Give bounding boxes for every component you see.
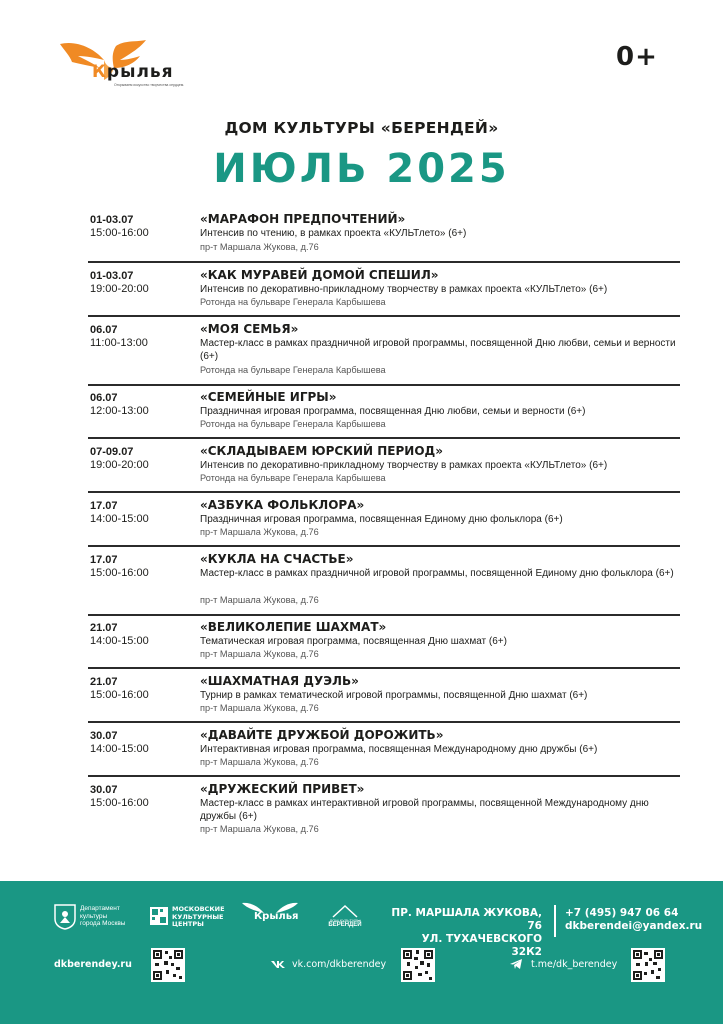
event-item bbox=[88, 440, 680, 494]
event-place: пр-т Маршала Жукова, д.76 bbox=[200, 703, 319, 713]
event-description: Интенсив по декоративно-прикладному творчеству в рамках проекта «КУЛЬТлето» (6+) bbox=[200, 284, 608, 295]
event-date: 06.07 bbox=[90, 392, 118, 404]
event-time: 15:00-16:00 bbox=[90, 797, 149, 809]
event-place: Ротонда на бульваре Генерала Карбышева bbox=[200, 419, 386, 429]
divider bbox=[88, 315, 680, 317]
event-item bbox=[88, 494, 680, 548]
event-item bbox=[88, 670, 680, 724]
divider bbox=[88, 437, 680, 439]
event-description: Мастер-класс в рамках интерактивной игровой программы, посвященной Международному дню дружбы (6+) bbox=[200, 798, 649, 822]
event-time: 11:00-13:00 bbox=[90, 337, 148, 349]
footer bbox=[0, 881, 723, 1024]
event-title: «АЗБУКА ФОЛЬКЛОРА» bbox=[200, 498, 365, 512]
event-date: 30.07 bbox=[90, 730, 118, 742]
event-title: «ДРУЖЕСКИЙ ПРИВЕТ» bbox=[200, 782, 365, 796]
divider bbox=[88, 261, 680, 263]
event-description: Интенсив по декоративно-прикладному творчеству в рамках проекта «КУЛЬТлето» (6+) bbox=[200, 460, 608, 471]
moscow-coat-of-arms-icon bbox=[54, 904, 76, 930]
event-date: 21.07 bbox=[90, 622, 118, 634]
divider bbox=[554, 905, 556, 937]
event-item bbox=[88, 724, 680, 778]
event-place: пр-т Маршала Жукова, д.76 bbox=[200, 527, 319, 537]
site-link[interactable]: dkberendey.ru bbox=[54, 959, 132, 970]
event-item bbox=[88, 616, 680, 670]
event-time: 12:00-13:00 bbox=[90, 405, 149, 417]
event-title: «ВЕЛИКОЛЕПИЕ ШАХМАТ» bbox=[200, 620, 387, 634]
dk-footer-logo: ДОМ КУЛЬТУРЫ БЕРЕНДЕЙ bbox=[328, 918, 362, 928]
event-item bbox=[88, 548, 680, 616]
department-label: Департамент культуры города Москвы bbox=[80, 905, 126, 927]
address-block: ПР. МАРШАЛА ЖУКОВА, 76 УЛ. ТУХАЧЕВСКОГО 32К2 bbox=[391, 907, 542, 958]
mkc-label: МОСКОВСКИЕ КУЛЬТУРНЫЕ ЦЕНТРЫ bbox=[172, 905, 225, 928]
divider bbox=[88, 667, 680, 669]
event-place: пр-т Маршала Жукова, д.76 bbox=[200, 824, 319, 834]
event-description: Интенсив по чтению, в рамках проекта «КУЛЬТлето» (6+) bbox=[200, 228, 467, 239]
event-time: 19:00-20:00 bbox=[90, 459, 149, 471]
event-date: 30.07 bbox=[90, 784, 118, 796]
vk-icon bbox=[271, 960, 285, 969]
telegram-link[interactable]: t.me/dk_berendey bbox=[531, 959, 618, 970]
telegram-icon bbox=[510, 959, 523, 970]
logo-wordmark: Крылья bbox=[92, 62, 174, 82]
event-item bbox=[88, 318, 680, 386]
vk-link[interactable]: vk.com/dkberendey bbox=[292, 959, 387, 970]
event-description: Мастер-класс в рамках праздничной игровой программы, посвященной Дню любви, семьи и верности (6+) bbox=[200, 338, 676, 362]
divider bbox=[88, 721, 680, 723]
qr-code-icon bbox=[151, 948, 185, 982]
event-item bbox=[88, 264, 680, 318]
krylya-footer-wordmark: Крылья bbox=[254, 911, 299, 922]
event-place: пр-т Маршала Жукова, д.76 bbox=[200, 649, 319, 659]
event-date: 06.07 bbox=[90, 324, 118, 336]
divider bbox=[88, 491, 680, 493]
event-title: «МАРАФОН ПРЕДПОЧТЕНИЙ» bbox=[200, 212, 406, 226]
event-date: 17.07 bbox=[90, 500, 118, 512]
event-date: 01-03.07 bbox=[90, 270, 134, 282]
event-title: «МОЯ СЕМЬЯ» bbox=[200, 322, 299, 336]
event-description: Интерактивная игровая программа, посвященная Международному дню дружбы (6+) bbox=[200, 744, 598, 755]
event-place: Ротонда на бульваре Генерала Карбышева bbox=[200, 365, 386, 375]
event-description: Праздничная игровая программа, посвященная Дню любви, семьи и верности (6+) bbox=[200, 406, 586, 417]
logo-tagline: Открываем искусство творчества сердцем. bbox=[114, 83, 185, 87]
event-place: Ротонда на бульваре Генерала Карбышева bbox=[200, 297, 386, 307]
event-time: 15:00-16:00 bbox=[90, 567, 149, 579]
event-description: Мастер-класс в рамках праздничной игровой программы, посвященной Единому дню фольклора (6+) bbox=[200, 568, 674, 579]
qr-code-icon bbox=[631, 948, 665, 982]
event-date: 07-09.07 bbox=[90, 446, 134, 458]
event-time: 14:00-15:00 bbox=[90, 513, 149, 525]
organization-title: ДОМ КУЛЬТУРЫ «БЕРЕНДЕЙ» bbox=[224, 119, 499, 137]
event-description: Праздничная игровая программа, посвященная Единому дню фольклора (6+) bbox=[200, 514, 563, 525]
contacts-block bbox=[565, 907, 702, 933]
month-title: ИЮЛЬ 2025 bbox=[213, 146, 510, 192]
event-item bbox=[88, 208, 680, 264]
event-place: пр-т Маршала Жукова, д.76 bbox=[200, 595, 319, 605]
event-title: «КАК МУРАВЕЙ ДОМОЙ СПЕШИЛ» bbox=[200, 268, 439, 282]
event-item bbox=[88, 386, 680, 440]
event-place: Ротонда на бульваре Генерала Карбышева bbox=[200, 473, 386, 483]
event-date: 17.07 bbox=[90, 554, 118, 566]
event-title: «СЕМЕЙНЫЕ ИГРЫ» bbox=[200, 390, 337, 404]
event-title: «ШАХМАТНАЯ ДУЭЛЬ» bbox=[200, 674, 359, 688]
event-title: «ДАВАЙТЕ ДРУЖБОЙ ДОРОЖИТЬ» bbox=[200, 728, 444, 742]
phone[interactable]: +7 (495) 947 06 64 bbox=[565, 907, 679, 919]
qr-code-icon bbox=[401, 948, 435, 982]
event-title: «КУКЛА НА СЧАСТЬЕ» bbox=[200, 552, 354, 566]
house-icon bbox=[331, 904, 359, 918]
event-place: пр-т Маршала Жукова, д.76 bbox=[200, 757, 319, 767]
age-rating: 0+ bbox=[616, 42, 658, 72]
event-place: пр-т Маршала Жукова, д.76 bbox=[200, 242, 319, 252]
divider bbox=[88, 775, 680, 777]
event-time: 19:00-20:00 bbox=[90, 283, 149, 295]
mkc-logo-icon bbox=[150, 907, 168, 925]
event-time: 15:00-16:00 bbox=[90, 689, 149, 701]
event-date: 21.07 bbox=[90, 676, 118, 688]
event-description: Турнир в рамках тематической игровой программы, посвященной Дню шахмат (6+) bbox=[200, 690, 588, 701]
event-time: 14:00-15:00 bbox=[90, 743, 149, 755]
email[interactable]: dkberendei@yandex.ru bbox=[565, 920, 703, 932]
divider bbox=[88, 545, 680, 547]
event-date: 01-03.07 bbox=[90, 214, 134, 226]
event-title: «СКЛАДЫВАЕМ ЮРСКИЙ ПЕРИОД» bbox=[200, 444, 443, 458]
event-time: 14:00-15:00 bbox=[90, 635, 149, 647]
event-time: 15:00-16:00 bbox=[90, 227, 149, 239]
event-description: Тематическая игровая программа, посвященная Дню шахмат (6+) bbox=[200, 636, 507, 647]
event-item bbox=[88, 778, 680, 840]
